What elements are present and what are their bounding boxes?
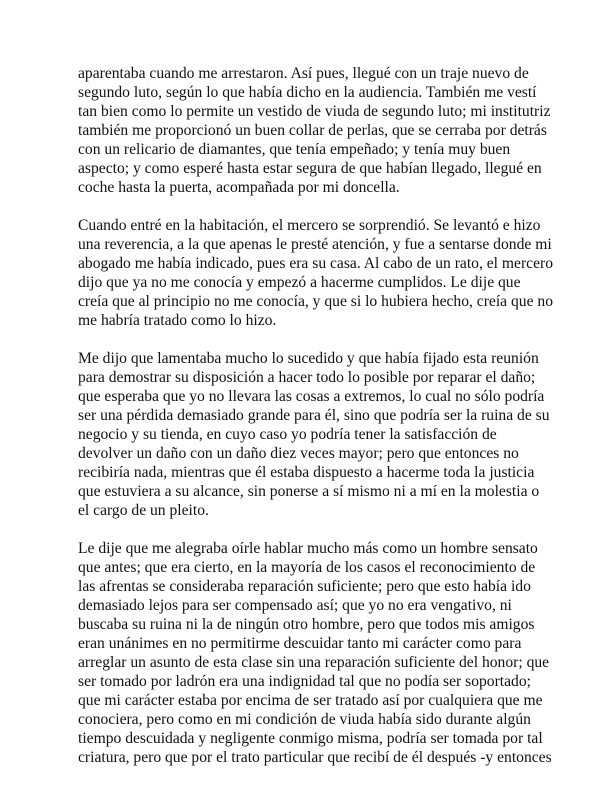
text-line: que esperaba que yo no llevara las cosas a extremos, lo cual no sólo podría [78, 388, 545, 405]
text-line: que estuviera a su alcance, sin ponerse a sí mismo ni a mí en la molestia o [78, 483, 540, 500]
text-line: aspecto; y como esperé hasta estar segura de que habían llegado, llegué en [78, 160, 542, 177]
paragraph-3 [78, 349, 550, 520]
text-line: conociera, pero como en mi condición de viuda había sido durante algún [78, 711, 531, 728]
text-line: arreglar un asunto de esta clase sin una reparación suficiente del honor; que [78, 654, 550, 671]
text-line: creía que al principio no me conocía, y que si lo hubiera hecho, creía que no [78, 293, 553, 310]
text-line: recibiría nada, mientras que él estaba dispuesto a hacerme toda la justicia [78, 464, 535, 481]
text-line: Le dije que me alegraba oírle hablar mucho más como un hombre sensato [78, 540, 538, 557]
text-line: para demostrar su disposición a hacer todo lo posible por reparar el daño; [78, 369, 536, 386]
text-line: el cargo de un pleito. [78, 502, 209, 519]
text-line: Cuando entré en la habitación, el mercero se sorprendió. Se levantó e hizo [78, 217, 541, 234]
text-line: devolver un daño con un daño diez veces mayor; pero que entonces no [78, 445, 519, 462]
paragraph-1 [78, 64, 551, 197]
paragraph-4 [78, 539, 552, 767]
text-line: criatura, pero que por el trato particular que recibí de él después -y entonces [78, 749, 552, 766]
text-line: eran unánimes en no permitirme descuidar tanto mi carácter como para [78, 635, 522, 652]
paragraph-2 [78, 216, 553, 330]
text-line: con un relicario de diamantes, que tenía empeñado; y tenía muy buen [78, 141, 511, 158]
text-line: buscaba su ruina ni la de ningún otro hombre, pero que todos mis amigos [78, 616, 535, 633]
text-line: negocio y su tienda, en cuyo caso yo podría tener la satisfacción de [78, 426, 497, 443]
text-line: segundo luto, según lo que había dicho en la audiencia. También me vestí [78, 84, 537, 101]
text-line: tan bien como lo permite un vestido de viuda de segundo luto; mi institutriz [78, 103, 551, 120]
text-line: que mi carácter estaba por encima de ser tratado así por cualquiera que me [78, 692, 543, 709]
text-line: que antes; que era cierto, en la mayoría de los casos el reconocimiento de [78, 559, 536, 576]
text-line: coche hasta la puerta, acompañada por mi doncella. [78, 179, 400, 196]
text-line: me habría tratado como lo hizo. [78, 312, 277, 329]
text-line: abogado me había indicado, pues era su casa. Al cabo de un rato, el mercero [78, 255, 553, 272]
text-line: una reverencia, a la que apenas le presté atención, y fue a sentarse donde mi [78, 236, 552, 253]
text-line: Me dijo que lamentaba mucho lo sucedido y que había fijado esta reunión [78, 350, 539, 367]
text-line: dijo que ya no me conocía y empezó a hacerme cumplidos. Le dije que [78, 274, 521, 291]
text-line: demasiado lejos para ser compensado así; que yo no era vengativo, ni [78, 597, 512, 614]
text-line: ser tomado por ladrón era una indignidad tal que no podía ser soportado; [78, 673, 531, 690]
text-line: ser una pérdida demasiado grande para él, sino que podría ser la ruina de su [78, 407, 550, 424]
text-line: también me proporcionó un buen collar de perlas, que se cerraba por detrás [78, 122, 547, 139]
document-page [78, 64, 553, 786]
text-line: las afrentas se consideraba reparación suficiente; pero que esto había ido [78, 578, 531, 595]
text-line: aparentaba cuando me arrestaron. Así pues, llegué con un traje nuevo de [78, 65, 529, 82]
text-line: tiempo descuidada y negligente conmigo misma, podría ser tomada por tal [78, 730, 543, 747]
